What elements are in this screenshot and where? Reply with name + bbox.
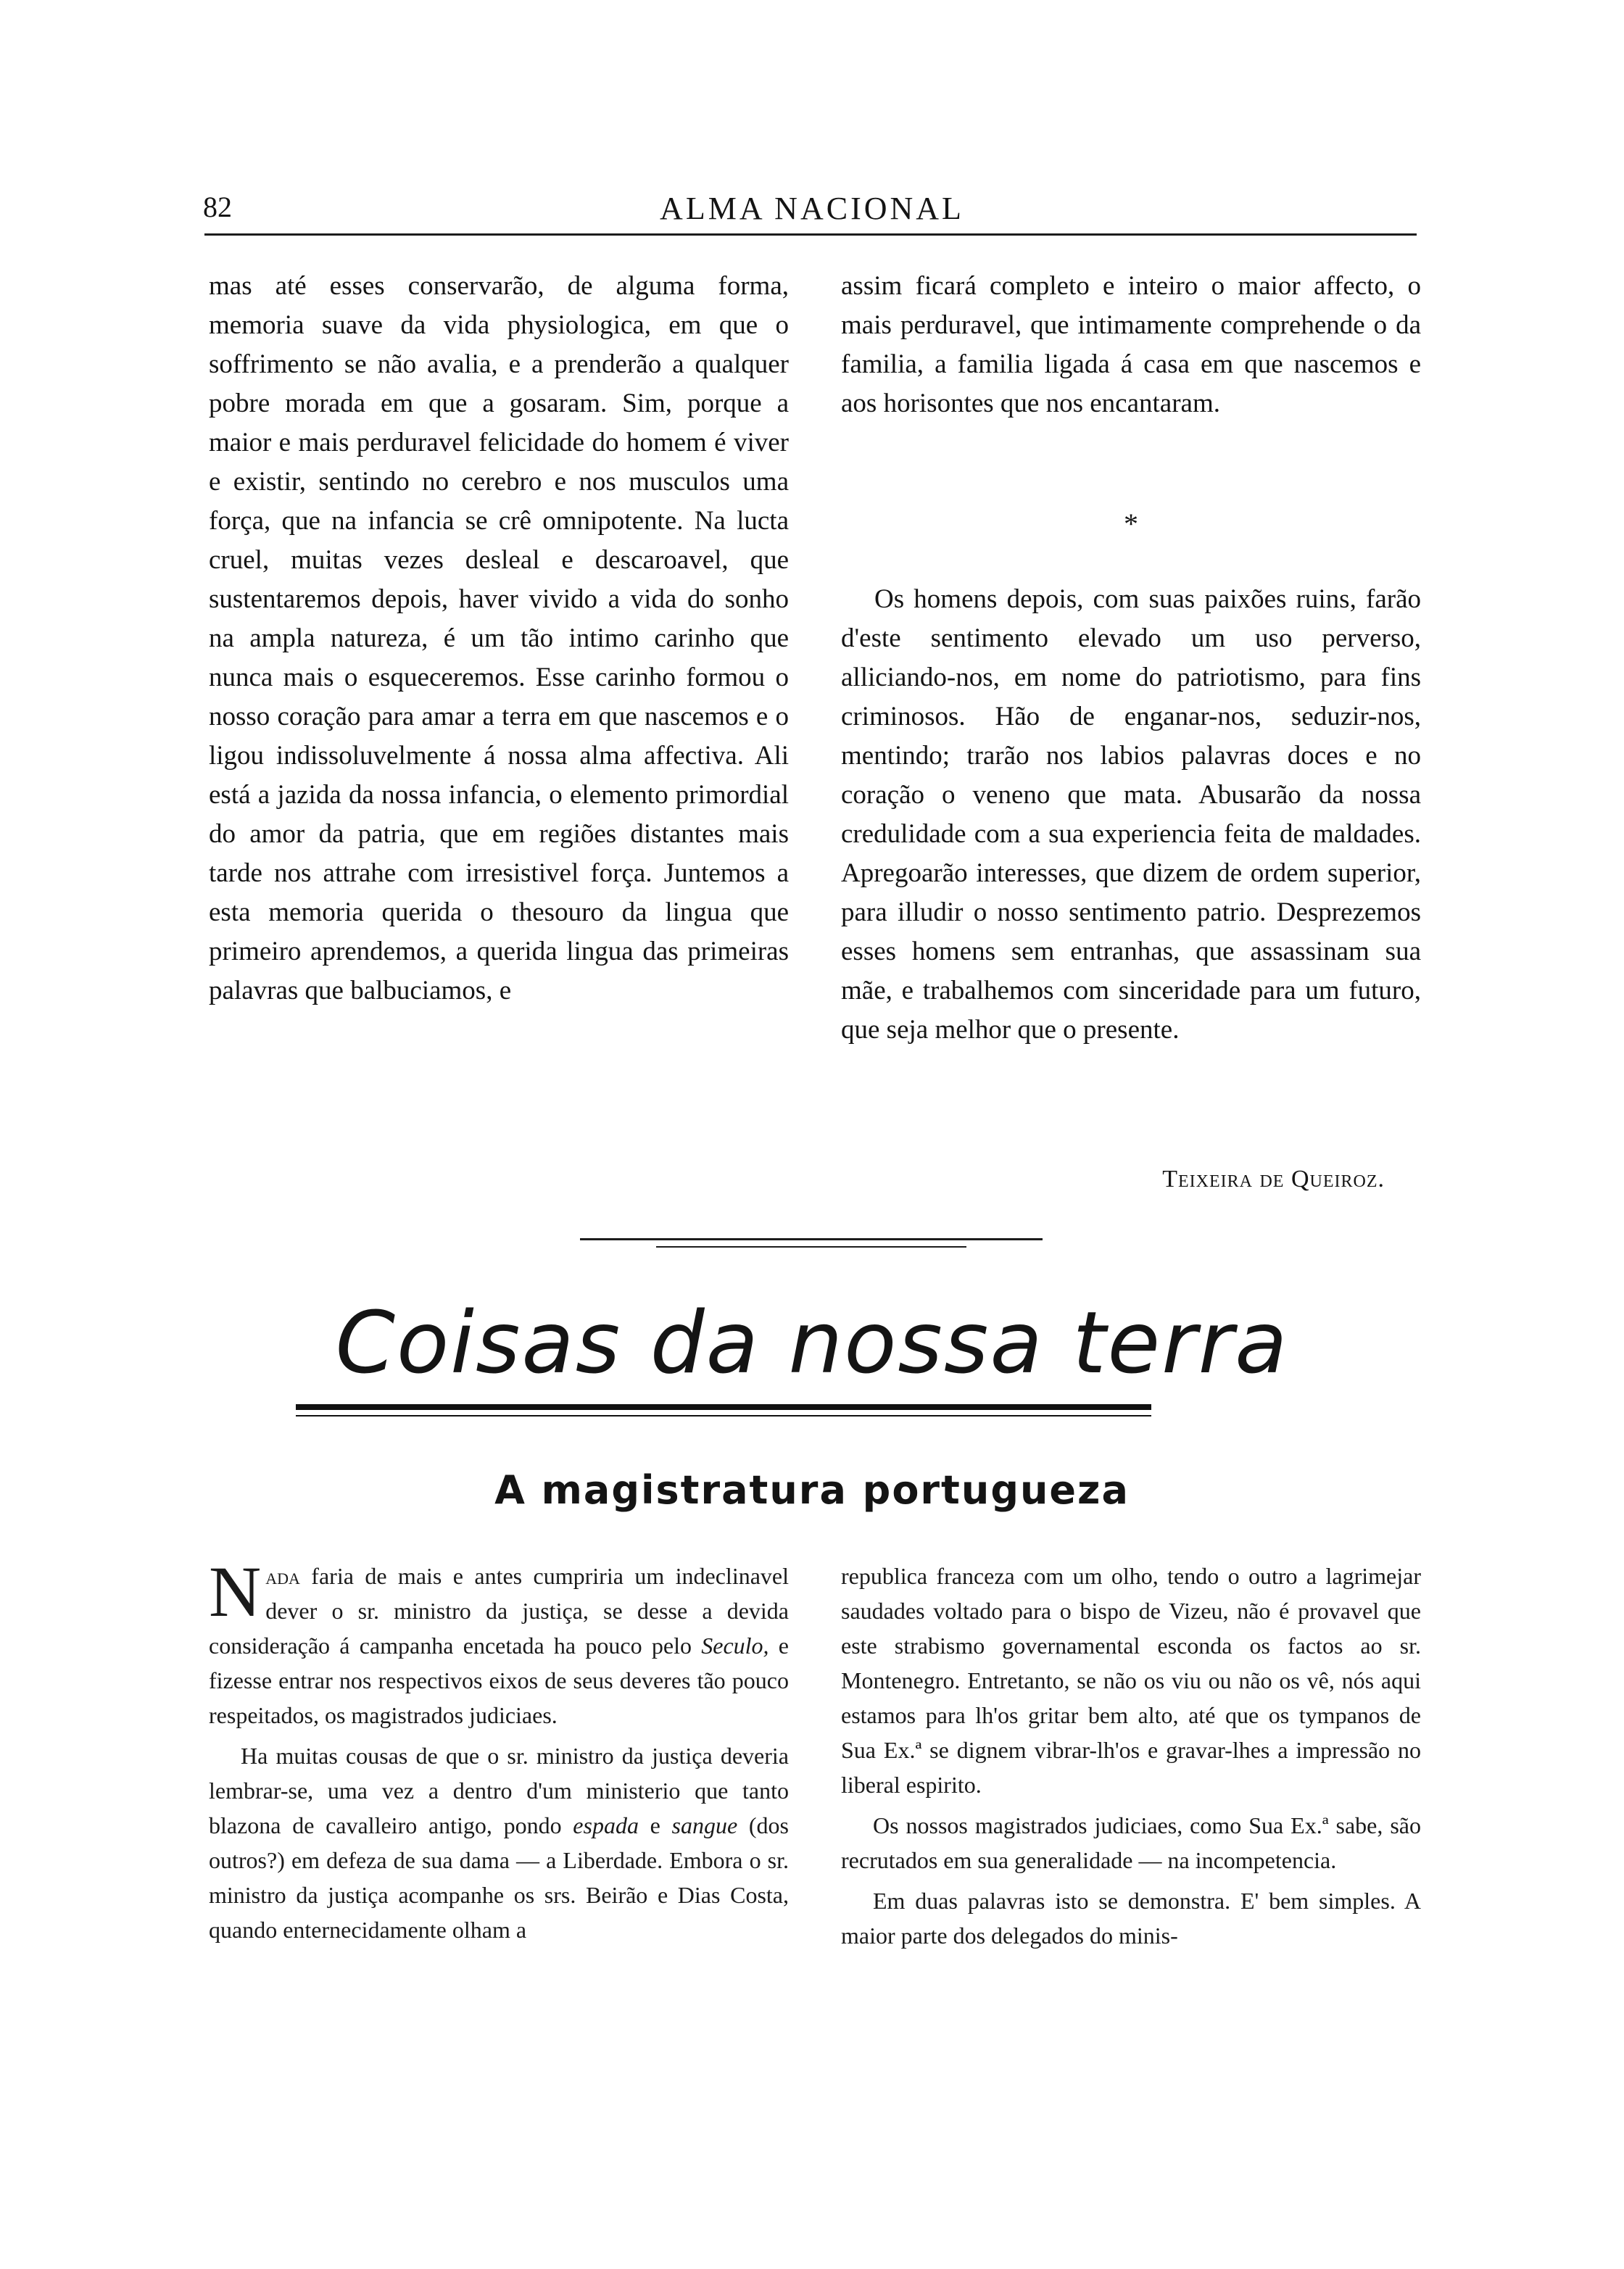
upper-right-column-continued — [841, 580, 1421, 1050]
upper-left-paragraph: mas até esses conservarão, de alguma forma, memoria suave da vida physiologica, em que o soffrimento se não avalia, e a prenderão a qualquer pobre morada em que a gosaram. Sim, porque a maior e mais perduravel felicidade do homem é viver e existir, sentindo no cerebro e nos musculos uma força, que na infancia se crê omnipotente. Na lucta cruel, muitas vezes desleal e descaroavel, que sustentaremos depois, haver vivido a vida do sonho na ampla natureza, é um tão intimo carinho que nunca mais o esqueceremos. Esse carinho formou o nosso coração para amar a terra em que nascemos e o ligou indissoluvelmente á nossa alma affectiva. Ali está a jazida da nossa infancia, o elemento primordial do amor da patria, que em regiões distantes mais tarde nos attrahe com irresistivel força. Juntemos a esta memoria querida o thesouro da lingua que primeiro aprendemos, a querida lingua das primeiras palavras que balbuciamos, e — [209, 271, 789, 1005]
header-rule — [204, 233, 1417, 236]
lower-right-paragraph-1: republica franceza com um olho, tendo o outro a lagrimejar saudades voltado para o bispo de Vizeu, não é provavel que este strabismo governamental esconda os factos ao sr. Montenegro. Entretanto, se não os viu ou não os vê, nós aqui estamos para lh'os gritar bem alto, até que os tympanos de Sua Ex.ª se dignem vibrar-lh'os e gravar-lhes a impressão no liberal espirito. — [841, 1563, 1421, 1798]
first-word-rest: ada — [265, 1563, 300, 1589]
word-sangue: sangue — [671, 1812, 738, 1838]
lower-paragraph-2 — [209, 1738, 789, 1947]
upper-right-paragraph-2: Os homens depois, com suas paixões ruins, farão d'este sentimento elevado um uso perverso, alliciando-nos, em nome do patriotismo, para fins criminosos. Hão de enganar-nos, seduzir-nos, mentindo; trarão nos labios palavras doces e no coração o veneno que mata. Abusarão da nossa credulidade com a sua experiencia feita de maldades. Apregoarão interesses, que dizem de ordem superior, para illudir o nosso sentimento patrio. Desprezemos esses homens sem entranhas, que assassinam sua mãe, e trabalhemos com sinceridade para um futuro, que seja melhor que o presente. — [841, 584, 1421, 1045]
lower-left-column — [209, 1551, 790, 1947]
section-break-asterisk: * — [1124, 507, 1138, 540]
upper-right-column — [841, 267, 1421, 423]
paragraph-2-text-b: e — [638, 1812, 672, 1838]
lower-right-column — [841, 1559, 1421, 1953]
section-title: Coisas da nossa terra — [335, 1293, 1289, 1393]
lower-paragraph-1 — [209, 1551, 790, 1733]
lower-right-paragraph-2: Os nossos magistrados judiciaes, como Sua Ex.ª sabe, são recrutados em sua generalidade — na incompetencia. — [841, 1812, 1421, 1873]
article-subtitle: A magistratura portugueza — [494, 1467, 1130, 1513]
author-signature: Teixeira de Queiroz. — [1162, 1166, 1385, 1192]
word-espada: espada — [573, 1812, 639, 1838]
divider-line — [580, 1238, 1043, 1240]
paragraph-1-text-end: e fizesse entrar nos respectivos eixos de seus deveres tão pouco respeitados, os magistrados judiciaes. — [209, 1633, 790, 1728]
upper-left-column — [209, 267, 789, 1011]
running-title: ALMA NACIONAL — [660, 191, 964, 226]
drop-cap: N — [209, 1551, 262, 1632]
title-underline-thin — [296, 1415, 1151, 1416]
paragraph-2-text-c: (dos outros?) em defeza de sua dama — a Liberdade. Embora o sr. ministro da justiça acompanhe os srs. Beirão e Dias Costa, quando enternecidamente olham a — [209, 1812, 790, 1943]
divider-line-short — [656, 1246, 966, 1248]
page-number: 82 — [203, 191, 232, 223]
upper-right-paragraph-1: assim ficará completo e inteiro o maior affecto, o mais perduravel, que intimamente comprehende o da familia, a familia ligada á casa em que nascemos e aos horisontes que nos encantaram. — [841, 271, 1421, 418]
title-underline — [296, 1404, 1151, 1410]
newspaper-name: Seculo, — [701, 1633, 769, 1659]
paragraph-2-text-a: Ha muitas cousas de que o sr. ministro da justiça deveria lembrar-se, uma vez a dentro d'um ministerio que tanto blazona de cavalleiro antigo, pondo — [209, 1743, 789, 1838]
lower-right-paragraph-3: Em duas palavras isto se demonstra. E' bem simples. A maior parte dos delegados do minis- — [841, 1888, 1421, 1949]
paragraph-1-text: faria de mais e antes cumpriria um indeclinavel dever o sr. ministro da justiça, se desse a devida consideração á campanha encetada ha pouco pelo — [209, 1563, 789, 1659]
